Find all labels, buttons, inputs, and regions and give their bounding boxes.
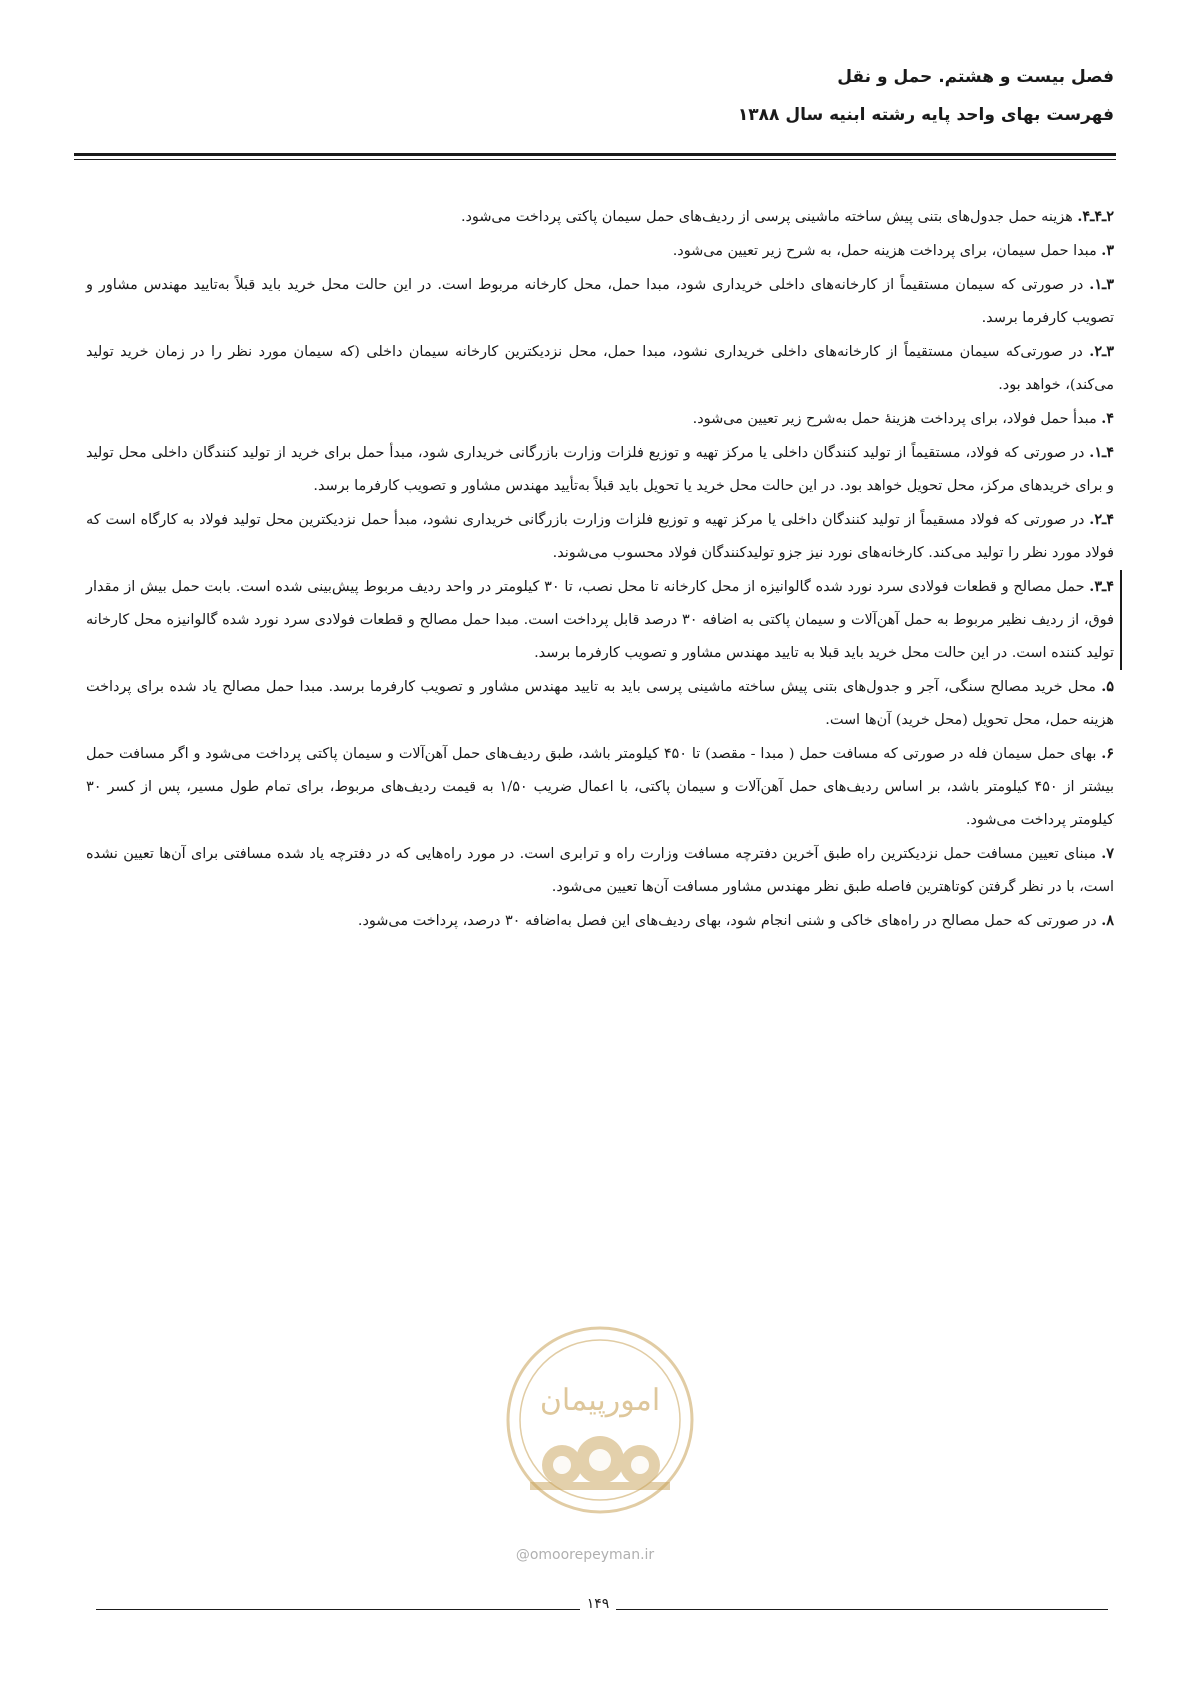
clause-number: ۳ـ۱. [1089, 276, 1114, 293]
clause-text: در صورتی که حمل مصالح در راه‌های خاکی و شنی انجام شود، بهای ردیف‌های این فصل به‌اضافه ۳۰ درصد، پرداخت می‌شود. [357, 913, 1102, 929]
clause-number: ۴ـ۲. [1089, 511, 1114, 528]
paragraph [86, 503, 1114, 570]
watermark-url: omoorepeyman.ir [529, 1547, 655, 1563]
clause-text: مبنای تعیین مسافت حمل نزدیکترین راه طبق آخرین دفترچه مسافت وزارت راه و ترابری است. در مورد راه‌هایی که در دفترچه یاد شده مسافتی برای آن‌ها تعیین نشده است، با در نظر گرفتن کوتاهترین فاصله طبق نظر مهندس مشاور مسافت آن‌ها تعیین می‌شود. [86, 846, 1114, 895]
clause-text: هزینه حمل جدول‌های بتنی پیش ساخته ماشینی پرسی از ردیف‌های حمل سیمان پاکتی پرداخت می‌شود. [460, 209, 1078, 225]
paragraph [86, 402, 1114, 436]
footer-rule-right [616, 1609, 1108, 1610]
chapter-title: فصل بیست و هشتم. حمل و نقل [837, 67, 1114, 87]
clause-text: در صورتی‌که سیمان مستقیماً از کارخانه‌های داخلی خریداری نشود، مبدا حمل، محل نزدیکترین کارخانه سیمان داخلی (که سیمان مورد نظر را در زمان خرید تولید می‌کند)، خواهد بود. [86, 344, 1114, 393]
clause-text: محل خرید مصالح سنگی، آجر و جدول‌های بتنی پیش ساخته ماشینی پرسی باید به تایید مهندس مشاور و تصویب کارفرما برسد. مبدا حمل مصالح یاد شده برای پرداخت هزینه حمل، محل تحویل (محل خرید) آن‌ها است. [86, 679, 1114, 728]
paragraph [86, 436, 1114, 503]
revised-paragraph [86, 570, 1122, 670]
page-number: ۱۴۹ [586, 1596, 610, 1612]
clause-text: در صورتی که فولاد مسقیماً از تولید کنندگان داخلی یا مرکز تهیه و توزیع فلزات وزارت بازرگانی خریداری نشود، مبدأ حمل نزدیکترین محل تولید فولاد به کارگاه است که فولاد مورد نظر را تولید می‌کند. کارخانه‌های نورد نیز جزو تولیدکنندگان فولاد محسوب می‌شوند. [86, 512, 1114, 561]
clause-text: در صورتی که فولاد، مستقیماً از تولید کنندگان داخلی یا مرکز تهیه و توزیع فلزات وزارت بازرگانی خریداری شود، مبدأ حمل برای خرید از تولید کنندگان داخلی محل تولید و برای خریدهای مرکز، محل تحویل خواهد بود. در این حالت محل خرید یا تحویل باید قبلاً به‌تأیید مهندس مشاور و تصویب کارفرما برسد. [86, 445, 1114, 494]
clause-number: ۸. [1101, 912, 1114, 929]
clause-number: ۵. [1101, 678, 1114, 695]
clause-number: ۴. [1101, 410, 1114, 427]
clause-text: در صورتی که سیمان مستقیماً از کارخانه‌های داخلی خریداری شود، مبدا حمل، محل کارخانه مربوط است. در این حالت محل خرید باید قبلاً به‌تایید مهندس مشاور و تصویب کارفرما برسد. [86, 277, 1114, 326]
paragraph [86, 904, 1114, 938]
paragraph [86, 234, 1114, 268]
watermark-site [475, 1547, 695, 1563]
header-rule-thick [74, 153, 1116, 156]
clause-text: بهای حمل سیمان فله در صورتی که مسافت حمل ( مبدا - مقصد) تا ۴۵۰ کیلومتر باشد، طبق ردیف‌های حمل آهن‌آلات و سیمان پاکتی پرداخت می‌شود و اگر مسافت حمل بیشتر از ۴۵۰ کیلومتر باشد، بر اساس ردیف‌های حمل آهن‌آلات و سیمان پاکتی، با اعمال ضریب ۱/۵۰ به قیمت ردیف‌های مربوط، برای تمام طول مسیر، پس از کسر ۳۰ کیلومتر پرداخت می‌شود. [86, 746, 1114, 828]
body-text [86, 200, 1114, 938]
footer-rule-left [96, 1609, 580, 1610]
paragraph [86, 268, 1114, 335]
clause-number: ۳. [1101, 242, 1114, 259]
clause-number: ۷. [1101, 845, 1114, 862]
paragraph [86, 670, 1114, 737]
clause-number: ۴ـ۳. [1089, 578, 1114, 595]
clause-number: ۲ـ۴ـ۴. [1077, 208, 1114, 225]
clause-text: حمل مصالح و قطعات فولادی سرد نورد شده گالوانیزه از محل کارخانه تا محل نصب، تا ۳۰ کیلومتر در واحد ردیف مربوط پیش‌بینی شده است. بابت حمل بیش از مقدار فوق، از ردیف نظیر مربوط به حمل آهن‌آلات و سیمان پاکتی به اضافه ۳۰ درصد قابل پرداخت است. مبدا حمل مصالح و قطعات فولادی سرد نورد شده گالوانیزه محل کارخانه تولید کننده است. در این حالت محل خرید باید قبلا به تایید مهندس مشاور و تصویب کارفرما برسد. [86, 579, 1114, 661]
logo-lettering: امورپیمان [539, 1383, 661, 1418]
clause-text: مبدا حمل سیمان، برای پرداخت هزینه حمل، به شرح زیر تعیین می‌شود. [672, 243, 1102, 259]
at-icon: @ [515, 1547, 530, 1563]
paragraph [86, 335, 1114, 402]
clause-text: مبدأ حمل فولاد، برای پرداخت هزینهٔ حمل به‌شرح زیر تعیین می‌شود. [692, 411, 1102, 427]
clause-number: ۴ـ۱. [1089, 444, 1114, 461]
paragraph [86, 200, 1114, 234]
header-rule-thin [74, 159, 1116, 160]
clause-number: ۳ـ۲. [1089, 343, 1114, 360]
document-title: فهرست بهای واحد پایه رشته ابنیه سال ۱۳۸۸ [737, 105, 1114, 125]
clause-number: ۶. [1101, 745, 1115, 762]
paragraph [86, 737, 1114, 837]
page-header [74, 58, 1114, 134]
watermark-logo [500, 1300, 700, 1540]
paragraph [86, 837, 1114, 904]
